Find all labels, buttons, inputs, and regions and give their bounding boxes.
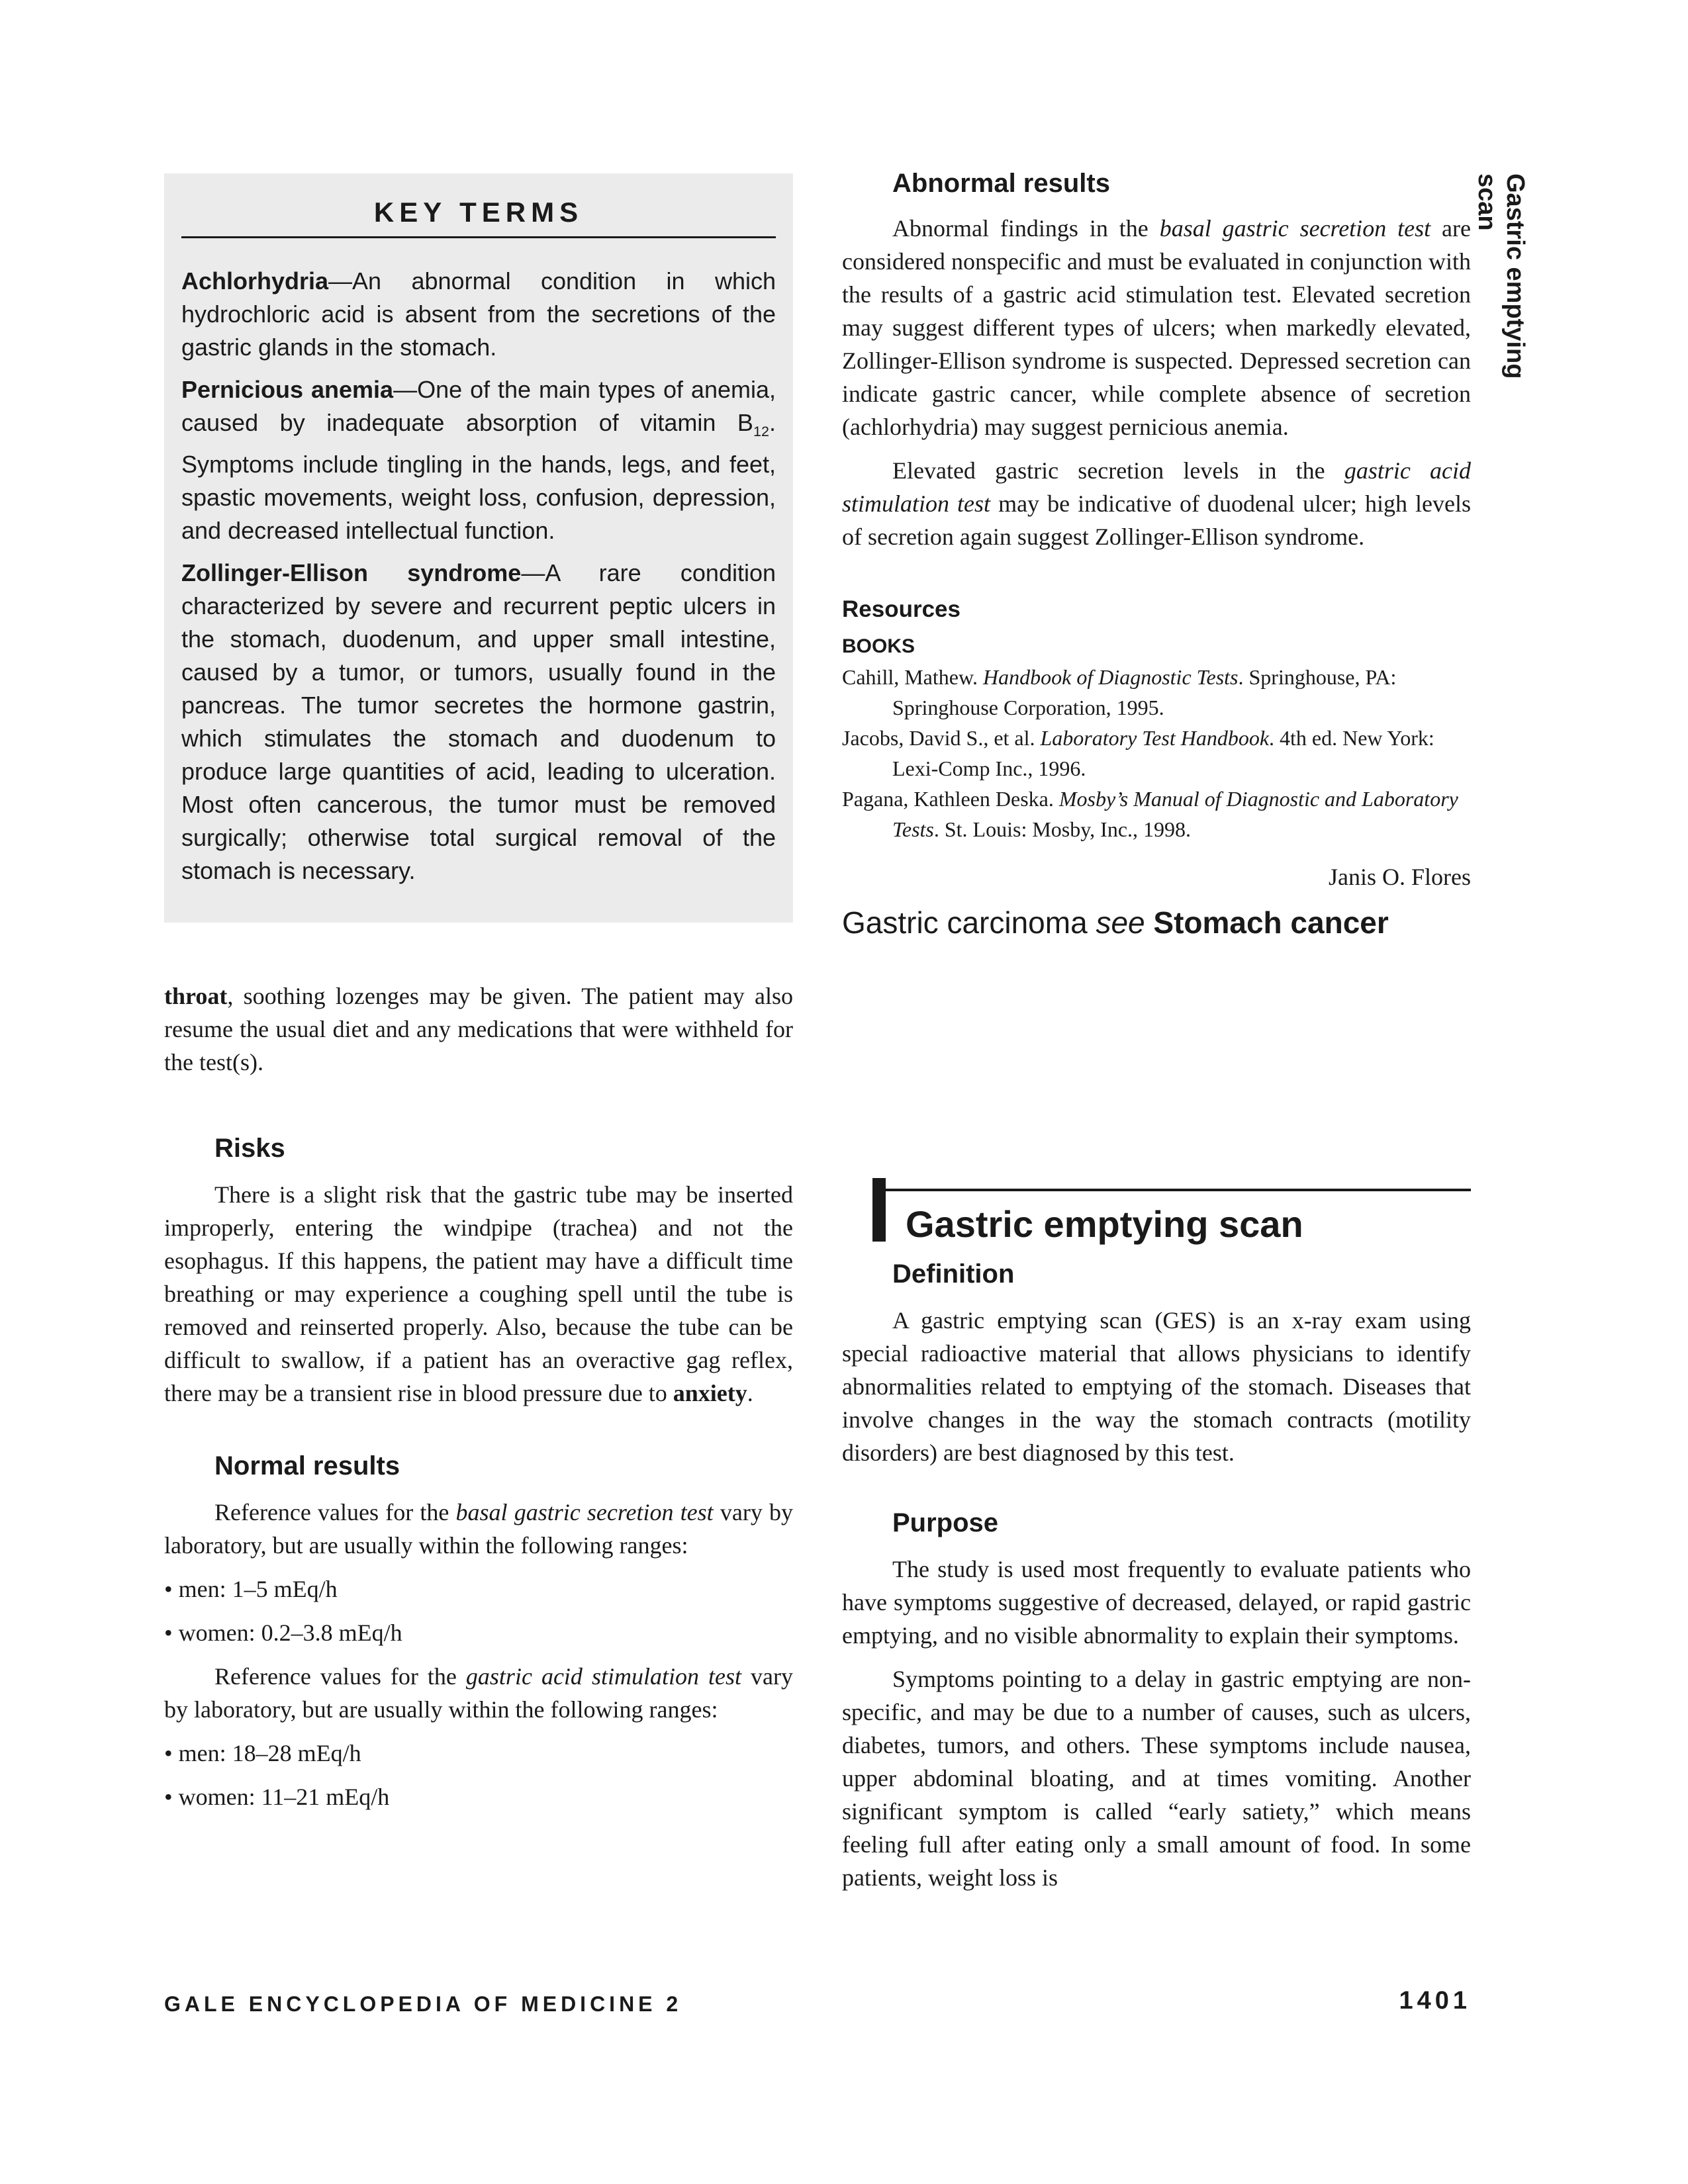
reference-title: Mosby’s Manual of Diagnostic and Laboratory Tests xyxy=(892,787,1458,841)
paragraph-text: Reference values for the xyxy=(214,1499,456,1525)
purpose-heading: Purpose xyxy=(892,1508,999,1537)
normal-results-paragraph-2 xyxy=(164,1660,793,1726)
see-reference-target[interactable]: Stomach cancer xyxy=(1145,905,1389,940)
paragraph-text: , soothing lozenges may be given. The patient may also resume the usual diet and any medications that were withheld for the test(s). xyxy=(164,983,793,1075)
bold-term: anxiety xyxy=(673,1380,747,1406)
bullet-item: • women: 11–21 mEq/h xyxy=(164,1784,390,1810)
paragraph-text: may be indicative of duodenal ulcer; high levels of secretion again suggest Zollinger-Ellison syndrome. xyxy=(842,490,1471,550)
see-reference-term: Gastric carcinoma xyxy=(842,905,1096,940)
key-term-achlorhydria xyxy=(181,265,776,364)
key-term-definition: —One of the main types of anemia, caused by inadequate absorption of vitamin B xyxy=(181,375,776,436)
key-term-definition: —A rare condition characterized by severe and recurrent peptic ulcers in the stomach, duodenum, and upper small intestine, caused by a tumor, or tumors, usually found in the pancreas. The tumor secretes the hormone gastrin, which stimulates the stomach and duodenum to produce large quantities of acid, leading to ulceration. Most often cancerous, the tumor must be removed surgically; otherwise total surgical removal of the stomach is necessary. xyxy=(181,559,776,884)
purpose-paragraph-2: Symptoms pointing to a delay in gastric emptying are non-specific, and may be due to a number of causes, such as ulcers, diabetes, tumors, and others. These symptoms include nausea, upper abdominal bloating, and at times vomiting. Another significant symptom is called “early satiety,” which means feeling full after eating only a small amount of food. In some patients, weight loss is xyxy=(842,1666,1471,1891)
risks-heading: Risks xyxy=(214,1134,285,1163)
italic-term: basal gastric secretion test xyxy=(1159,215,1431,242)
page-number: 1401 xyxy=(1399,1987,1471,2015)
paragraph-text: vary by laboratory, but are usually within the following ranges: xyxy=(164,1663,793,1723)
paragraph-text: vary by laboratory, but are usually within the following ranges: xyxy=(164,1499,793,1559)
bullet-item: • women: 0.2–3.8 mEq/h xyxy=(164,1619,402,1646)
abnormal-paragraph-1 xyxy=(842,212,1471,443)
key-terms-title: KEY TERMS xyxy=(181,193,776,238)
definition-paragraph: A gastric emptying scan (GES) is an x-ray exam using special radioactive material that allows physicians to identify abnormalities related to emptying of the stomach. Diseases that involve changes in the way the stomach contracts (motility disorders) are best diagnosed by this test. xyxy=(842,1307,1471,1466)
paragraph-text: . xyxy=(747,1380,753,1406)
paragraph-text: Elevated gastric secretion levels in the xyxy=(892,457,1344,484)
key-term-definition: —An abnormal condition in which hydrochloric acid is absent from the secretions of the gastric glands in the stomach. xyxy=(181,267,776,361)
paragraph-text: Abnormal findings in the xyxy=(892,215,1160,242)
italic-term: gastric acid stimulation test xyxy=(465,1663,741,1690)
reference-item xyxy=(842,784,1471,844)
definition-heading: Definition xyxy=(892,1259,1015,1289)
continuation-paragraph xyxy=(164,979,793,1079)
see-word: see xyxy=(1096,905,1145,940)
reference-title: Laboratory Test Handbook xyxy=(1040,726,1270,750)
subscript: 12 xyxy=(753,422,769,439)
key-term-name: Achlorhydria xyxy=(181,267,329,295)
right-column xyxy=(842,167,1471,942)
entry-body xyxy=(842,1257,1471,1894)
normal-results-paragraph-1 xyxy=(164,1496,793,1562)
reference-text: . Springhouse, PA: Springhouse Corporation, 1995. xyxy=(892,665,1397,719)
bullet-item: • men: 18–28 mEq/h xyxy=(164,1740,361,1766)
key-term-definition-cont: . Symptoms include tingling in the hands, legs, and feet, spastic movements, weight loss, confusion, depression, and decreased intellectual function. xyxy=(181,408,776,544)
side-running-head: Gastric emptying scan xyxy=(1473,173,1529,379)
key-term-name: Pernicious anemia xyxy=(181,375,394,403)
bullet-item: • men: 1–5 mEq/h xyxy=(164,1576,338,1602)
reference-text: Pagana, Kathleen Deska. xyxy=(842,787,1059,811)
italic-term: gastric acid stimulation test xyxy=(842,457,1472,517)
entry-title xyxy=(886,1189,1471,1246)
see-reference xyxy=(842,903,1471,942)
entry-title-text: Gastric emptying scan xyxy=(906,1203,1303,1245)
paragraph-text: are considered nonspecific and must be evaluated in conjunction with the results of a gastric acid stimulation test. Elevated secretion may suggest different types of ulcers; when markedly elevated, Zollinger-Ellison syndrome is suspected. Depressed secretion can indicate gastric cancer, while complete absence of secretion (achlorhydria) may suggest pernicious anemia. xyxy=(842,215,1472,440)
normal-results-heading: Normal results xyxy=(214,1451,400,1480)
paragraph-text: Reference values for the xyxy=(214,1663,466,1690)
abnormal-paragraph-2 xyxy=(842,454,1471,553)
author-name: Janis O. Flores xyxy=(1329,864,1471,890)
entry-title-bar xyxy=(872,1178,886,1242)
reference-item xyxy=(842,723,1471,784)
books-subheading: BOOKS xyxy=(842,635,915,657)
reference-title: Handbook of Diagnostic Tests xyxy=(983,665,1239,689)
italic-term: basal gastric secretion test xyxy=(455,1499,714,1525)
key-term-name: Zollinger-Ellison syndrome xyxy=(181,559,522,586)
publication-footer: GALE ENCYCLOPEDIA OF MEDICINE 2 xyxy=(164,1992,682,2016)
paragraph-text: There is a slight risk that the gastric tube may be inserted improperly, entering the windpipe (trachea) and not the esophagus. If this happens, the patient may have a difficult time breathing or may experience a coughing spell until the tube is removed and reinserted properly. Also, because the tube can be difficult to swallow, if a patient has an overactive gag reflex, there may be a transient rise in blood pressure due to xyxy=(164,1181,793,1406)
reference-text: . St. Louis: Mosby, Inc., 1998. xyxy=(933,817,1192,841)
reference-text: . 4th ed. New York: Lexi-Comp Inc., 1996. xyxy=(892,726,1434,780)
key-term-pernicious-anemia xyxy=(181,373,776,547)
key-terms-box xyxy=(164,173,793,923)
reference-text: Jacobs, David S., et al. xyxy=(842,726,1041,750)
left-column xyxy=(164,979,793,1813)
purpose-paragraph-1: The study is used most frequently to evaluate patients who have symptoms suggestive of decreased, delayed, or rapid gastric emptying, and no visible abnormality to explain their symptoms. xyxy=(842,1556,1471,1649)
reference-item xyxy=(842,662,1471,723)
abnormal-results-heading: Abnormal results xyxy=(892,169,1110,198)
key-term-zollinger-ellison xyxy=(181,557,776,887)
risks-paragraph xyxy=(164,1178,793,1410)
bold-term: throat xyxy=(164,983,228,1009)
reference-text: Cahill, Mathew. xyxy=(842,665,983,689)
resources-heading: Resources xyxy=(842,596,961,622)
